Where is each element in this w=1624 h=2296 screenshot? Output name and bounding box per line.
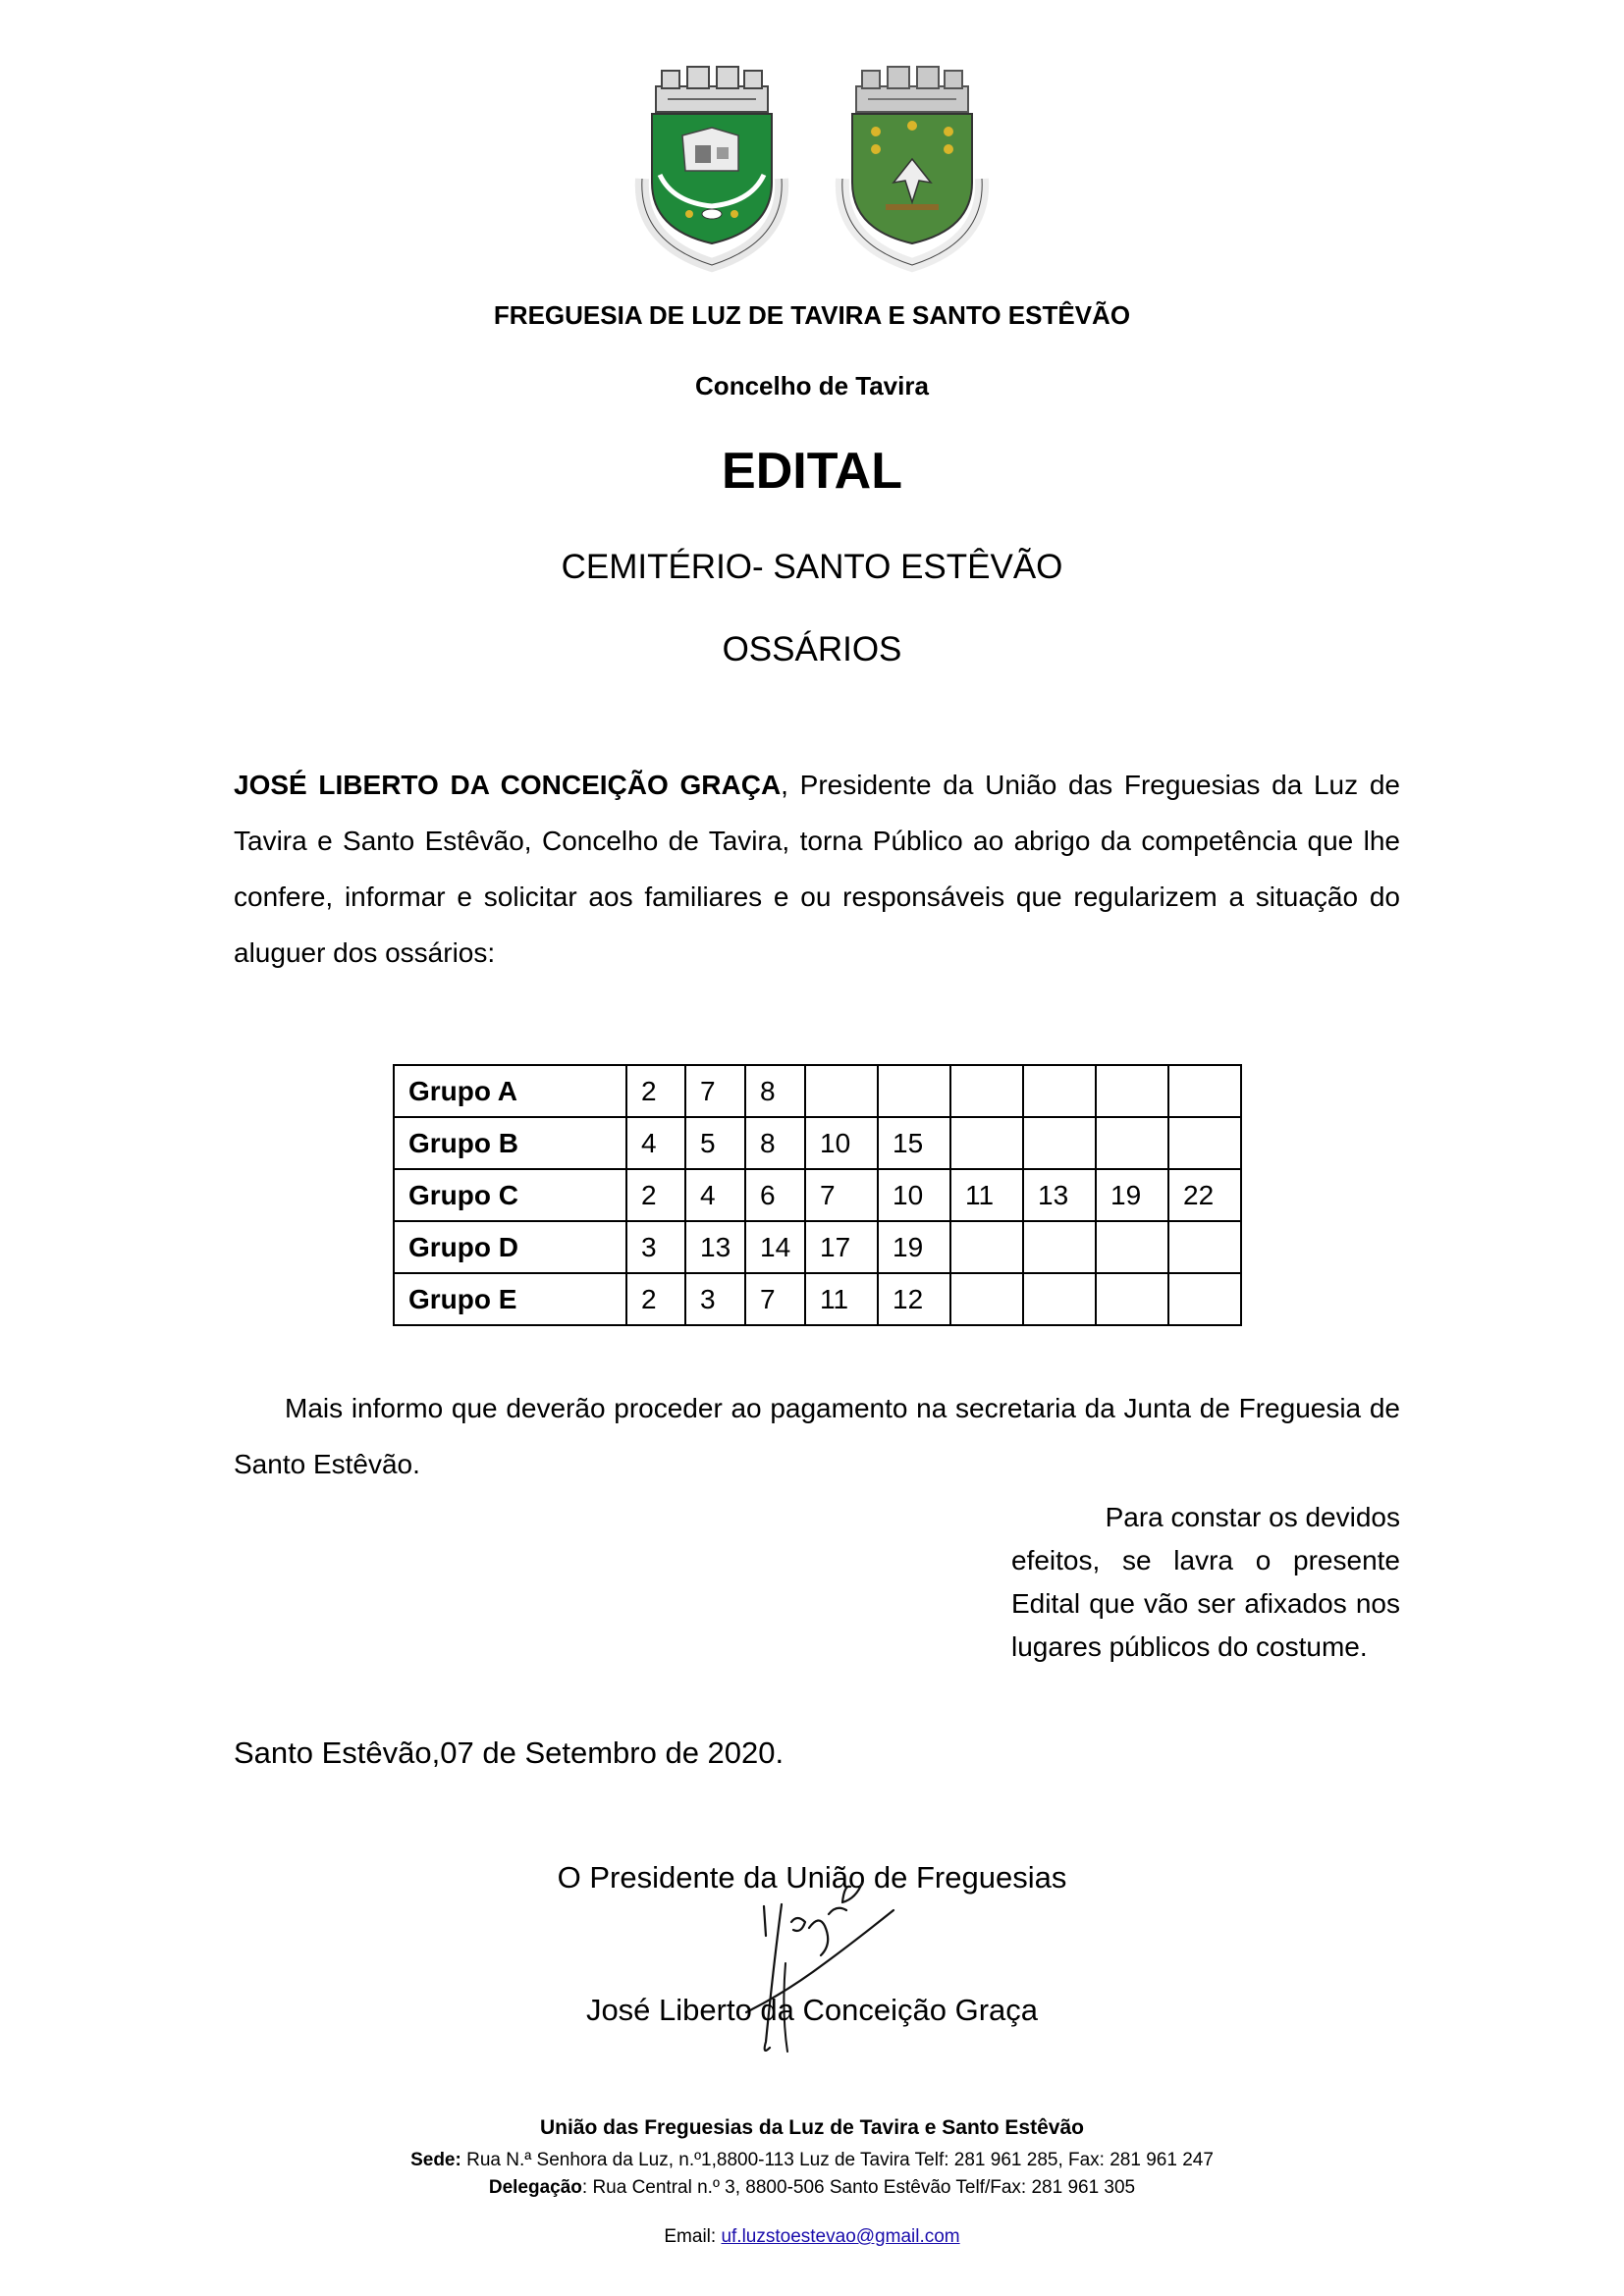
- ossuary-number-cell: [1023, 1221, 1096, 1273]
- ossuary-number-cell: [950, 1273, 1023, 1325]
- footer-sede: [0, 2150, 1624, 2171]
- date-line: Santo Estêvão,07 de Setembro de 2020.: [234, 1735, 785, 1770]
- footer-sede-label: Sede:: [410, 2150, 461, 2170]
- footer-sede-text: Rua N.ª Senhora da Luz, n.º1,8800-113 Luz de Tavira Telf: 281 961 285, Fax: 281 961 247: [460, 2150, 1214, 2170]
- footer-organization: União das Freguesias da Luz de Tavira e Santo Estêvão: [540, 2116, 1084, 2139]
- cemetery-subtitle: CEMITÉRIO- SANTO ESTÊVÃO: [561, 548, 1063, 586]
- footer-delegacao: [0, 2177, 1624, 2199]
- ossuary-number-cell: 8: [745, 1117, 805, 1169]
- group-name-cell: Grupo E: [394, 1273, 626, 1325]
- president-name: JOSÉ LIBERTO DA CONCEIÇÃO GRAÇA: [234, 770, 782, 800]
- ossuary-number-cell: [1168, 1117, 1241, 1169]
- luz-tavira-crest: [642, 67, 782, 265]
- table-row: [394, 1117, 1241, 1169]
- freguesia-heading: FREGUESIA DE LUZ DE TAVIRA E SANTO ESTÊVÃO: [493, 300, 1131, 330]
- ossuary-number-cell: 14: [745, 1221, 805, 1273]
- ossuary-number-cell: 3: [685, 1273, 745, 1325]
- ossuary-number-cell: 19: [1096, 1169, 1168, 1221]
- ossuary-number-cell: 2: [626, 1169, 685, 1221]
- ossuary-number-cell: [1096, 1117, 1168, 1169]
- ossuary-number-cell: [1168, 1065, 1241, 1117]
- document-title: EDITAL: [722, 443, 902, 500]
- coats-of-arms: [628, 65, 1011, 281]
- ossuary-groups-table: [393, 1064, 1242, 1326]
- ossuary-number-cell: 7: [745, 1273, 805, 1325]
- footer-email-label: Email:: [664, 2226, 722, 2247]
- ossuary-number-cell: [1096, 1065, 1168, 1117]
- ossuary-number-cell: 13: [685, 1221, 745, 1273]
- closing-first-line: Para constar os devidos: [1105, 1502, 1400, 1532]
- ossuary-number-cell: 17: [805, 1221, 878, 1273]
- ossuary-number-cell: 7: [685, 1065, 745, 1117]
- ossuary-number-cell: [950, 1221, 1023, 1273]
- ossuary-number-cell: [1096, 1221, 1168, 1273]
- ossuary-number-cell: [1168, 1273, 1241, 1325]
- ossuary-number-cell: [1023, 1273, 1096, 1325]
- ossuary-number-cell: 10: [878, 1169, 950, 1221]
- ossuary-number-cell: [950, 1117, 1023, 1169]
- ossuary-number-cell: 3: [626, 1221, 685, 1273]
- intro-text: , Presidente da União das Freguesias da Luz de Tavira e Santo Estêvão, Concelho de Tavira, torna Público ao abrigo da competência que lhe confere, informar e solicitar aos familiares e ou responsáveis que regularizem a situação do aluguer dos ossários:: [234, 770, 1400, 968]
- ossuary-number-cell: 19: [878, 1221, 950, 1273]
- table-row: [394, 1169, 1241, 1221]
- table-row: [394, 1065, 1241, 1117]
- ossuary-number-cell: 4: [685, 1169, 745, 1221]
- ossuaries-subtitle: OSSÁRIOS: [722, 630, 902, 668]
- ossuary-number-cell: 8: [745, 1065, 805, 1117]
- ossuary-number-cell: 13: [1023, 1169, 1096, 1221]
- group-name-cell: Grupo B: [394, 1117, 626, 1169]
- footer-email: [0, 2226, 1624, 2248]
- santo-estevao-crest: [842, 67, 982, 265]
- ossuary-number-cell: 10: [805, 1117, 878, 1169]
- concelho-heading: Concelho de Tavira: [695, 371, 929, 400]
- closing-paragraph: [1011, 1496, 1400, 1669]
- intro-paragraph: [234, 757, 1400, 981]
- ossuary-number-cell: 5: [685, 1117, 745, 1169]
- ossuary-number-cell: [805, 1065, 878, 1117]
- ossuary-number-cell: 4: [626, 1117, 685, 1169]
- ossuary-number-cell: [1168, 1221, 1241, 1273]
- handwritten-signature: [727, 1845, 913, 2061]
- ossuary-number-cell: 11: [805, 1273, 878, 1325]
- closing-rest: efeitos, se lavra o presente Edital que vão ser afixados nos lugares públicos do costume.: [1011, 1545, 1400, 1662]
- ossuary-number-cell: 15: [878, 1117, 950, 1169]
- email-link[interactable]: uf.luzstoestevao@gmail.com: [721, 2226, 960, 2247]
- signatory-role: O Presidente da União de Freguesias: [557, 1860, 1067, 1895]
- ossuary-number-cell: 12: [878, 1273, 950, 1325]
- group-name-cell: Grupo A: [394, 1065, 626, 1117]
- ossuary-number-cell: 22: [1168, 1169, 1241, 1221]
- table-row: [394, 1273, 1241, 1325]
- ossuary-number-cell: [1096, 1273, 1168, 1325]
- ossuary-number-cell: [1023, 1117, 1096, 1169]
- ossuary-number-cell: [878, 1065, 950, 1117]
- group-name-cell: Grupo D: [394, 1221, 626, 1273]
- payment-paragraph: Mais informo que deverão proceder ao pagamento na secretaria da Junta de Freguesia de Santo Estêvão.: [234, 1393, 1400, 1479]
- signatory-name: José Liberto da Conceição Graça: [585, 1993, 1039, 2027]
- ossuary-number-cell: 2: [626, 1065, 685, 1117]
- footer-delegacao-label: Delegação: [488, 2177, 582, 2198]
- ossuary-number-cell: 11: [950, 1169, 1023, 1221]
- footer-delegacao-text: : Rua Central n.º 3, 8800-506 Santo Estêvão Telf/Fax: 281 961 305: [581, 2177, 1136, 2198]
- ossuary-number-cell: [1023, 1065, 1096, 1117]
- ossuary-number-cell: [950, 1065, 1023, 1117]
- table-row: [394, 1221, 1241, 1273]
- ossuary-number-cell: 2: [626, 1273, 685, 1325]
- group-name-cell: Grupo C: [394, 1169, 626, 1221]
- ossuary-number-cell: 7: [805, 1169, 878, 1221]
- ossuary-number-cell: 6: [745, 1169, 805, 1221]
